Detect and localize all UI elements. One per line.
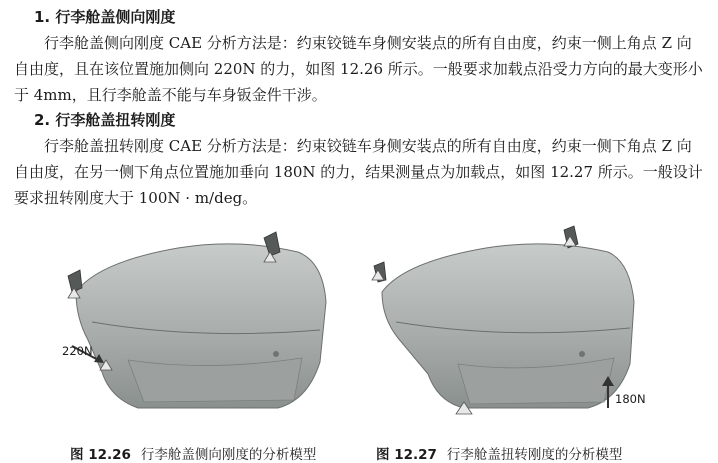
- force-label-220n: 220N: [62, 344, 93, 358]
- force-label-180n: 180N: [615, 392, 646, 406]
- section-paragraph-2: 行李舱盖扭转刚度 CAE 分析方法是：约束铰链车身侧安装点的所有自由度，约束一侧下角点 Z 向自由度，在另一侧下角点位置施加垂向 180N 的力，结果测量点为加载点，如图 12.27 所示。一般设计要求扭转刚度大于 100N · m/deg。: [14, 137, 703, 207]
- figure-caption-12-26: [70, 443, 316, 463]
- section-heading-2: 2. 行李舱盖扭转刚度: [34, 111, 176, 129]
- section-heading-1: 1. 行李舱盖侧向刚度: [34, 8, 176, 26]
- caption-number: 图 12.26: [70, 447, 131, 463]
- hinge-left-icon: [68, 270, 82, 292]
- caption-text: 行李舱盖扭转刚度的分析模型: [446, 447, 623, 463]
- section-paragraph-1: 行李舱盖侧向刚度 CAE 分析方法是：约束铰链车身侧安装点的所有自由度，约束一侧上角点 Z 向自由度，且在该位置施加侧向 220N 的力，如图 12.26 所示。一般要求加载点沿受力方向的最大变形小于 4mm，且行李舱盖不能与车身钣金件干涉。: [14, 34, 703, 104]
- figure-caption-12-27: [376, 443, 622, 463]
- caption-number: 图 12.27: [376, 447, 437, 463]
- caption-text: 行李舱盖侧向刚度的分析模型: [140, 447, 317, 463]
- figure-lateral-stiffness-model: [58, 222, 358, 432]
